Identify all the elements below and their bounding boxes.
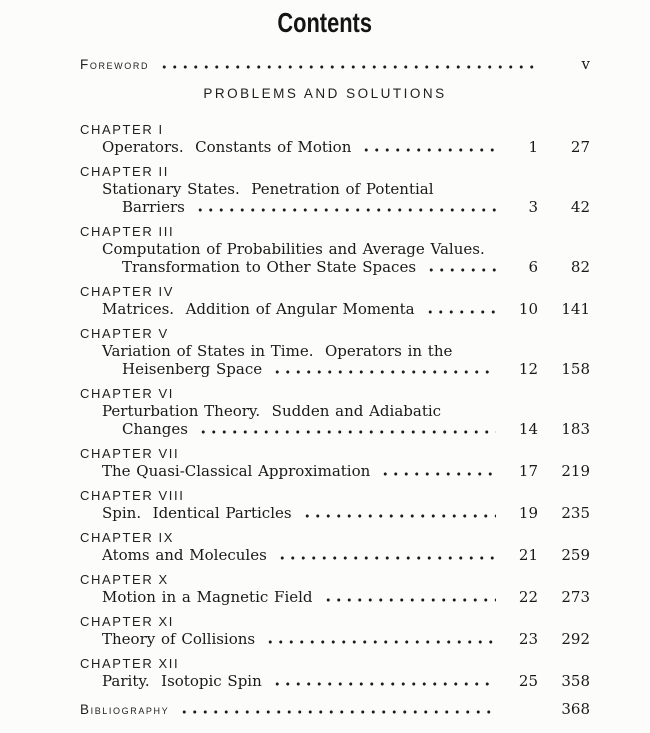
toc-chapter-entry	[80, 572, 590, 606]
chapter-heading: CHAPTER I	[80, 122, 164, 137]
dot-leader	[156, 65, 536, 69]
chapter-title-line: Perturbation Theory. Sudden and Adiabatic	[102, 402, 442, 420]
dot-leader	[422, 310, 496, 314]
chapter-title-line	[80, 420, 590, 438]
section-heading: PROBLEMS AND SOLUTIONS	[203, 86, 447, 101]
chapter-title-text: Matrices. Addition of Angular Momenta	[102, 300, 415, 318]
problem-page-number: 3	[528, 198, 538, 216]
chapter-heading: CHAPTER IX	[80, 530, 175, 545]
page-title: Contents	[277, 7, 373, 38]
solution-page-number: 27	[570, 138, 590, 156]
toc-chapter-entry	[80, 530, 590, 564]
problem-page-number: 21	[518, 546, 538, 564]
chapter-title-lines	[80, 672, 590, 690]
chapter-title-lines	[80, 504, 590, 522]
solution-page-number: 82	[570, 258, 590, 276]
dot-leader	[423, 268, 496, 272]
chapter-title-text: Theory of Collisions	[102, 630, 256, 648]
dot-leader	[195, 430, 496, 434]
toc-chapter-entry	[80, 122, 590, 156]
chapter-title-lines	[80, 240, 590, 276]
chapter-title-line	[80, 672, 590, 690]
chapter-title-line	[80, 588, 590, 606]
toc-chapter-entry	[80, 386, 590, 438]
chapter-title-text: Spin. Identical Particles	[102, 504, 292, 522]
chapter-title-text: Transformation to Other State Spaces	[122, 258, 417, 276]
chapter-title-text: Heisenberg Space	[122, 360, 263, 378]
chapter-title-lines	[80, 180, 590, 216]
solution-page-number: 235	[561, 504, 590, 522]
chapter-heading: CHAPTER X	[80, 572, 169, 587]
solution-page-number: 219	[561, 462, 590, 480]
solution-page-number: 273	[561, 588, 590, 606]
problem-page-number: 25	[518, 672, 538, 690]
chapter-title-text: Barriers	[122, 198, 185, 216]
chapter-title-line	[80, 546, 590, 564]
chapter-heading: CHAPTER VIII	[80, 488, 185, 503]
toc-chapter-entry	[80, 488, 590, 522]
chapter-heading: CHAPTER IV	[80, 284, 175, 299]
chapter-title-line	[80, 462, 590, 480]
dot-leader	[269, 370, 496, 374]
chapter-title-lines	[80, 630, 590, 648]
chapter-title-line	[80, 504, 590, 522]
problem-page-number: 19	[518, 504, 538, 522]
chapter-title-text: The Quasi-Classical Approximation	[102, 462, 371, 480]
bibliography-page-number: 368	[561, 700, 590, 718]
chapter-title-line: Variation of States in Time. Operators in the	[102, 342, 453, 360]
toc-chapter-entry	[80, 164, 590, 216]
bibliography-label: Bibliography	[80, 702, 170, 717]
chapter-title-lines	[80, 588, 590, 606]
chapter-title-line	[80, 138, 590, 156]
toc-chapter-entry	[80, 656, 590, 690]
solution-page-number: 141	[561, 300, 590, 318]
chapter-title-lines	[80, 546, 590, 564]
chapter-heading: CHAPTER VII	[80, 446, 180, 461]
toc-chapter-entry	[80, 614, 590, 648]
chapter-title-text: Changes	[122, 420, 188, 438]
toc-chapter-entry	[80, 446, 590, 480]
foreword-label: Foreword	[80, 57, 150, 72]
problem-page-number: 6	[528, 258, 538, 276]
chapter-heading: CHAPTER III	[80, 224, 175, 239]
chapter-title-line: Computation of Probabilities and Average Values.	[102, 240, 485, 258]
chapter-title-line	[80, 630, 590, 648]
chapter-title-text: Operators. Constants of Motion	[102, 138, 352, 156]
chapter-title-text: Parity. Isotopic Spin	[102, 672, 262, 690]
chapter-title-line	[80, 360, 590, 378]
dot-leader	[269, 682, 496, 686]
chapter-heading: CHAPTER VI	[80, 386, 175, 401]
chapter-title-line	[80, 198, 590, 216]
chapter-title-text: Motion in a Magnetic Field	[102, 588, 313, 606]
solution-page-number: 183	[561, 420, 590, 438]
dot-leader	[299, 514, 496, 518]
toc-bibliography-row	[80, 700, 590, 718]
chapter-title-lines	[80, 462, 590, 480]
chapter-heading: CHAPTER V	[80, 326, 169, 341]
chapter-heading: CHAPTER XI	[80, 614, 175, 629]
dot-leader	[176, 710, 496, 714]
dot-leader	[274, 556, 496, 560]
chapter-title-lines	[80, 342, 590, 378]
problem-page-number: 12	[518, 360, 538, 378]
title-block	[0, 8, 650, 38]
chapter-title-lines	[80, 300, 590, 318]
chapter-title-line: Stationary States. Penetration of Potential	[102, 180, 434, 198]
toc-chapter-entry	[80, 284, 590, 318]
dot-leader	[262, 640, 496, 644]
solution-page-number: 358	[561, 672, 590, 690]
problem-page-number: 10	[518, 300, 538, 318]
chapter-title-text: Atoms and Molecules	[102, 546, 267, 564]
dot-leader	[358, 148, 496, 152]
foreword-page-number: v	[581, 55, 590, 73]
chapter-heading: CHAPTER XII	[80, 656, 180, 671]
problem-page-number: 23	[518, 630, 538, 648]
toc-foreword-row	[80, 55, 590, 73]
dot-leader	[320, 598, 496, 602]
dot-leader	[192, 208, 496, 212]
problem-page-number: 17	[518, 462, 538, 480]
solution-page-number: 292	[561, 630, 590, 648]
chapter-title-lines	[80, 138, 590, 156]
chapter-title-lines	[80, 402, 590, 438]
problem-page-number: 14	[518, 420, 538, 438]
chapter-heading: CHAPTER II	[80, 164, 169, 179]
chapter-list	[80, 122, 590, 690]
solution-page-number: 158	[561, 360, 590, 378]
solution-page-number: 42	[570, 198, 590, 216]
dot-leader	[377, 472, 496, 476]
toc-chapter-entry	[80, 326, 590, 378]
chapter-title-line	[80, 300, 590, 318]
toc-chapter-entry	[80, 224, 590, 276]
problem-page-number: 1	[528, 138, 538, 156]
solution-page-number: 259	[561, 546, 590, 564]
chapter-title-line	[80, 258, 590, 276]
problem-page-number: 22	[518, 588, 538, 606]
